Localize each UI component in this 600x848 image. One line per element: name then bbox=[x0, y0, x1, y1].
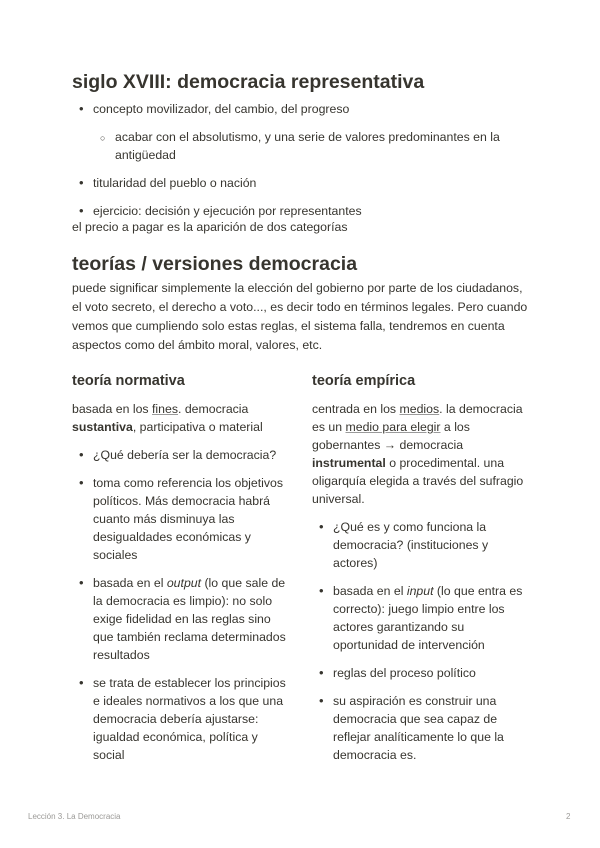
empirica-description: centrada en los medios. la democracia es un medio para elegir a los gobernantes → democracia instrumental o procedimental. una oligarquía elegida a través del sufragio universal. bbox=[312, 402, 524, 506]
list-item: • ¿Qué debería ser la democracia? bbox=[72, 446, 292, 464]
column-heading-normativa: teoría normativa bbox=[72, 373, 185, 389]
list-item: • se trata de establecer los principios e ideales normativos a los que una democracia debería ajustarse: igualdad económica, política y social bbox=[72, 674, 292, 764]
medio-para-elegir-term: medio para elegir bbox=[345, 420, 441, 434]
sub-list-item: ○ acabar con el absolutismo, y una serie de valores predominantes en la antigüedad bbox=[72, 128, 528, 164]
list-item: • reglas del proceso político bbox=[312, 664, 532, 682]
list-item: • concepto movilizador, del cambio, del progreso bbox=[72, 100, 528, 118]
paragraph-intro: puede significar simplemente la elección del gobierno por parte de los ciudadanos, el voto secreto, el derecho a voto..., es decir todo en términos legales. Pero cuando vemos que cumpliendo solo estas reglas, el sistema falla, tendremos en cuenta aspectos como del ámbito moral, valores, etc. bbox=[72, 281, 528, 352]
list-item: • ejercicio: decisión y ejecución por representantes bbox=[72, 202, 528, 220]
section-heading-teorias: teorías / versiones democracia bbox=[72, 253, 358, 275]
section-heading-siglo-xviii: siglo XVIII: democracia representativa bbox=[72, 71, 425, 93]
list-item: • basada en el input (lo que entra es correcto): juego limpio entre los actores garantizando su oportunidad de intervención bbox=[312, 582, 532, 654]
medios-term: medios bbox=[399, 402, 440, 416]
fines-term: fines bbox=[152, 402, 178, 416]
column-teoria-normativa bbox=[72, 372, 292, 774]
list-item: • ¿Qué es y como funciona la democracia? (instituciones y actores) bbox=[312, 518, 532, 572]
list-item: • su aspiración es construir una democracia que sea capaz de reflejar analíticamente lo que la democracia es. bbox=[312, 692, 532, 764]
output-term: output bbox=[166, 576, 202, 590]
input-term: input bbox=[406, 584, 434, 598]
list-item: • titularidad del pueblo o nación bbox=[72, 174, 528, 192]
bullet-list-siglo bbox=[72, 100, 528, 230]
footer-page-number: 2 bbox=[566, 812, 571, 821]
list-item: • basada en el output (lo que sale de la democracia es limpio): no solo exige fidelidad en las reglas sino que también reclama determinados resultados bbox=[72, 574, 292, 664]
sustantiva-term: sustantiva bbox=[72, 420, 133, 434]
column-heading-empirica: teoría empírica bbox=[312, 373, 416, 389]
footer-lesson-title: Lección 3. La Democracia bbox=[28, 812, 121, 821]
column-teoria-empirica bbox=[312, 372, 532, 774]
paragraph-precio: el precio a pagar es la aparición de dos categorías bbox=[72, 220, 348, 234]
instrumental-term: instrumental bbox=[312, 456, 386, 470]
normativa-description: basada en los fines. democracia sustantiva, participativa o material bbox=[72, 402, 263, 434]
list-item: • toma como referencia los objetivos políticos. Más democracia habrá cuanto más disminuya las desigualdades económicas y sociales bbox=[72, 474, 292, 564]
